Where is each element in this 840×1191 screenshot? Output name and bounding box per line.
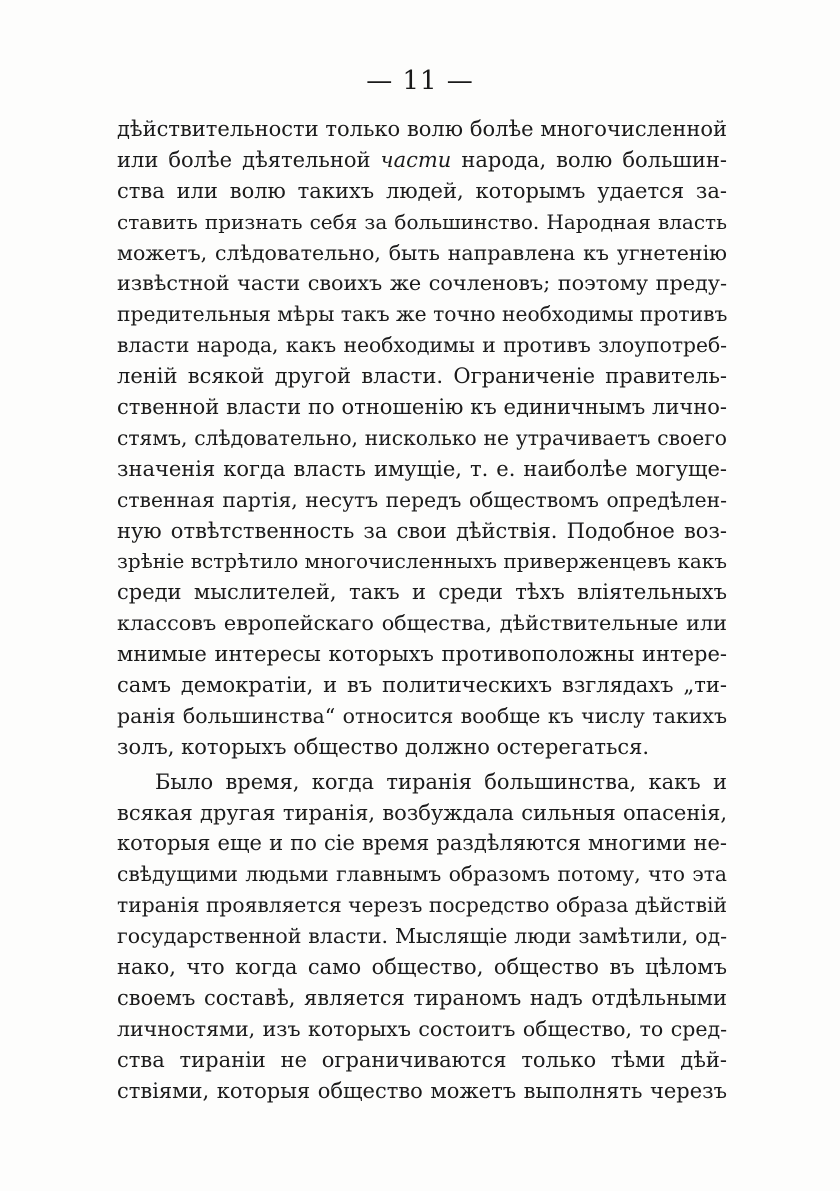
paragraph-1 xyxy=(117,114,727,763)
paragraph-2 xyxy=(117,767,727,1107)
text-line: мнимые интересы которыхъ противоположны интере- xyxy=(117,642,727,667)
text-line: ную отвѣтственность за свои дѣйствія. Подобное воз- xyxy=(117,518,727,543)
text-line: всякая другая тиранія, возбуждала сильныя опасенія, xyxy=(117,800,727,825)
emphasized-word: части xyxy=(380,147,452,172)
text-line: стямъ, слѣдовательно, нисколько не утрачиваетъ своего xyxy=(117,425,727,450)
text-line: дѣйствительности только волю болѣе многочисленной xyxy=(117,117,727,141)
text-line: которыя еще и по сіе время раздѣляются многими не- xyxy=(117,831,727,856)
text-line: ставить признать себя за большинство. Народная власть xyxy=(117,209,727,234)
text-line: значенія когда власть имущіе, т. е. наиболѣе могуще- xyxy=(117,456,727,481)
text-line: ственная партія, несутъ передъ обществомъ опредѣлен- xyxy=(117,487,727,512)
text-line: леній всякой другой власти. Ограниченіе правитель- xyxy=(117,364,727,389)
text-fragment: или болѣе дѣятельной xyxy=(117,147,381,172)
text-line: государственной власти. Мыслящіе люди замѣтили, од- xyxy=(117,924,727,949)
text-line: тиранія проявляется черезъ посредство образа дѣйствій xyxy=(117,893,727,918)
text-line: нако, что когда само общество, общество въ цѣломъ xyxy=(117,955,727,980)
text-line xyxy=(117,145,727,176)
text-line-last: золъ, которыхъ общество должно остерегаться. xyxy=(117,734,650,759)
text-line: извѣстной части своихъ же сочленовъ; поэтому преду- xyxy=(117,271,727,296)
text-line: личностями, изъ которыхъ состоитъ общество, то сред- xyxy=(117,1016,727,1041)
text-line: ранія большинства“ относится вообще къ числу такихъ xyxy=(117,703,727,728)
text-line: свѣдущими людьми главнымъ образомъ потому, что эта xyxy=(117,862,727,887)
text-line: власти народа, какъ необходимы и противъ злоупотреб- xyxy=(117,333,727,358)
text-line: зрѣніе встрѣтило многочисленныхъ приверженцевъ какъ xyxy=(117,549,727,574)
text-fragment: народа, волю большин- xyxy=(451,147,727,172)
text-line: среди мыслителей, такъ и среди тѣхъ вліятельныхъ xyxy=(117,580,727,605)
text-line: самъ демократіи, и въ политическихъ взглядахъ „ти- xyxy=(117,673,727,698)
text-line: ственной власти по отношенію къ единичнымъ лично- xyxy=(117,395,727,420)
text-line: ства или волю такихъ людей, которымъ удается за- xyxy=(117,178,727,203)
page-number: — 11 — xyxy=(366,66,474,96)
text-line: можетъ, слѣдовательно, быть направлена къ угнетенію xyxy=(117,240,727,265)
text-line: ствіями, которыя общество можетъ выполнять черезъ xyxy=(117,1078,727,1103)
text-line: ства тираніи не ограничиваются только тѣми дѣй- xyxy=(117,1047,727,1072)
text-line: своемъ составѣ, является тираномъ надъ отдѣльными xyxy=(117,985,727,1010)
text-line: предительныя мѣры такъ же точно необходимы противъ xyxy=(117,302,727,327)
body-text xyxy=(117,114,727,1107)
text-line-indented: Было время, когда тиранія большинства, какъ и xyxy=(155,769,727,794)
text-line: классовъ европейскаго общества, дѣйствительные или xyxy=(117,611,727,636)
